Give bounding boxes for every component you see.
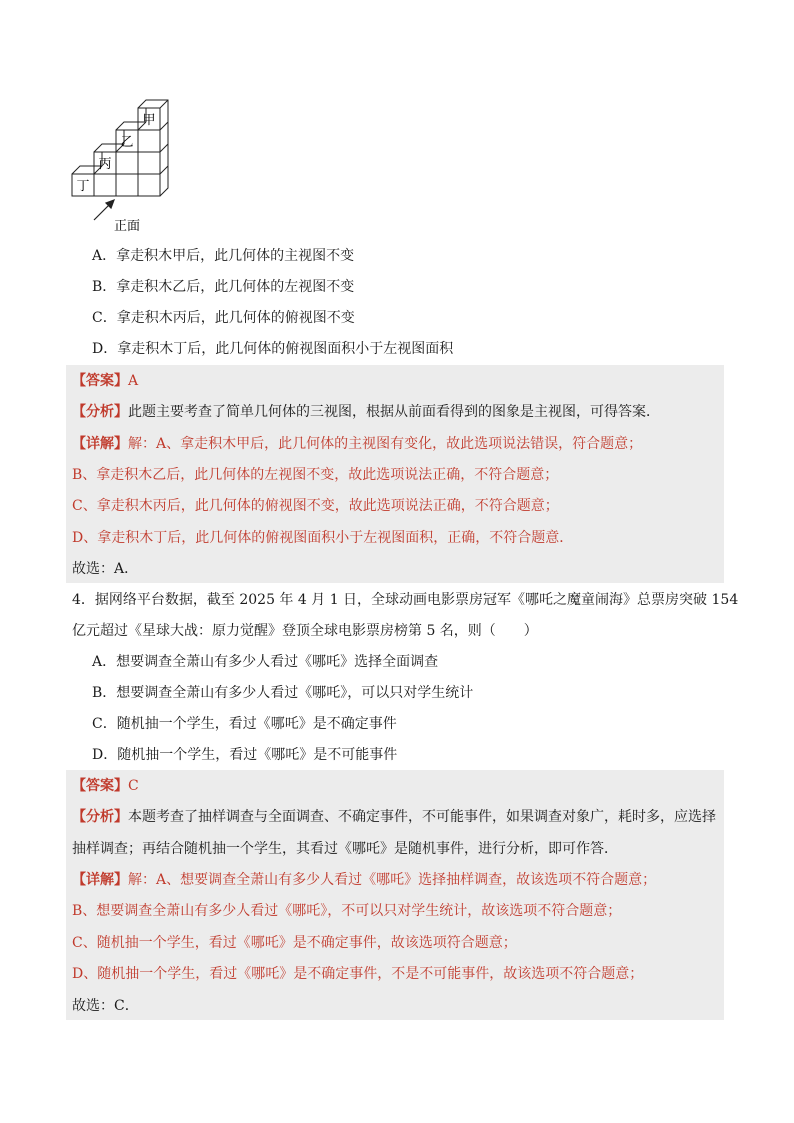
q3-answer-line: [72, 371, 138, 391]
q3-detail-tag: 【详解】: [72, 436, 128, 452]
q3-analysis-tag: 【分析】: [72, 404, 128, 420]
q4-conclusion: 故选：C．: [72, 998, 139, 1014]
label-bing: 丙: [98, 157, 112, 172]
front-label: 正面: [114, 219, 141, 234]
q4-answer-tag: 【答案】: [72, 778, 128, 794]
q4-detail-first: 解：A、想要调查全萧山有多少人看过《哪吒》选择抽样调查，故该选项不符合题意；: [128, 872, 657, 888]
q4-stem-line1: 4．据网络平台数据，截至 2025 年 4 月 1 日，全球动画电影票房冠军《哪吒之魔童闹海》总票房突破 154: [72, 592, 739, 608]
q3-detail-b: B、拿走积木乙后，此几何体的左视图不变，故此选项说法正确，不符合题意；: [72, 467, 559, 483]
q4-option-a: A．想要调查全萧山有多少人看过《哪吒》选择全面调查: [92, 654, 439, 670]
q4-answer-line: [72, 776, 139, 796]
q4-answer: C: [128, 778, 139, 794]
q3-option-c: C．拿走积木丙后，此几何体的俯视图不变: [92, 310, 355, 326]
q4-detail-line: [72, 870, 656, 890]
q3-detail-line: [72, 434, 642, 454]
q4-option-b: B．想要调查全萧山有多少人看过《哪吒》，可以只对学生统计: [92, 685, 474, 701]
q3-option-d: D．拿走积木丁后，此几何体的俯视图面积小于左视图面积: [92, 341, 454, 357]
block-figure: [66, 96, 186, 236]
q4-analysis-1: 本题考查了抽样调查与全面调查、不确定事件，不可能事件，如果调查对象广，耗时多，应选择: [128, 809, 716, 825]
q4-analysis-line: [72, 807, 716, 827]
label-yi: 乙: [120, 135, 134, 150]
label-jia: 甲: [142, 113, 156, 128]
label-ding: 丁: [76, 179, 90, 194]
q3-option-b: B．拿走积木乙后，此几何体的左视图不变: [92, 279, 355, 295]
q3-detail-c: C、拿走积木丙后，此几何体的俯视图不变，故此选项说法正确，不符合题意；: [72, 498, 559, 514]
q4-option-d: D．随机抽一个学生，看过《哪吒》是不可能事件: [92, 747, 398, 763]
q4-option-c: C．随机抽一个学生，看过《哪吒》是不确定事件: [92, 716, 397, 732]
q3-option-a: A．拿走积木甲后，此几何体的主视图不变: [92, 248, 355, 264]
q4-analysis-tag: 【分析】: [72, 809, 128, 825]
q3-detail-first: 解：A、拿走积木甲后，此几何体的主视图有变化，故此选项说法错误，符合题意；: [128, 436, 643, 452]
q4-detail-b: B、想要调查全萧山有多少人看过《哪吒》，不可以只对学生统计，故该选项不符合题意；: [72, 903, 622, 919]
q3-conclusion: 故选：A．: [72, 561, 139, 577]
q3-answer-tag: 【答案】: [72, 373, 128, 389]
q4-analysis-2: 抽样调查；再结合随机抽一个学生，其看过《哪吒》是随机事件，进行分析，即可作答．: [72, 841, 618, 857]
q3-answer: A: [128, 373, 139, 389]
q3-analysis-line: [72, 402, 660, 422]
q4-stem-line2: 亿元超过《星球大战：原力觉醒》登顶全球电影票房榜第 5 名，则（ ）: [72, 623, 538, 639]
q4-detail-c: C、随机抽一个学生，看过《哪吒》是不确定事件，故该选项符合题意；: [72, 935, 517, 951]
q4-detail-tag: 【详解】: [72, 872, 128, 888]
q4-detail-d: D、随机抽一个学生，看过《哪吒》是不确定事件，不是不可能事件，故该选项不符合题意；: [72, 966, 644, 982]
block-figure-svg: [66, 96, 186, 236]
q3-detail-d: D、拿走积木丁后，此几何体的俯视图面积小于左视图面积，正确，不符合题意．: [72, 530, 574, 546]
q3-analysis: 此题主要考查了简单几何体的三视图，根据从前面看得到的图象是主视图，可得答案．: [128, 404, 660, 420]
